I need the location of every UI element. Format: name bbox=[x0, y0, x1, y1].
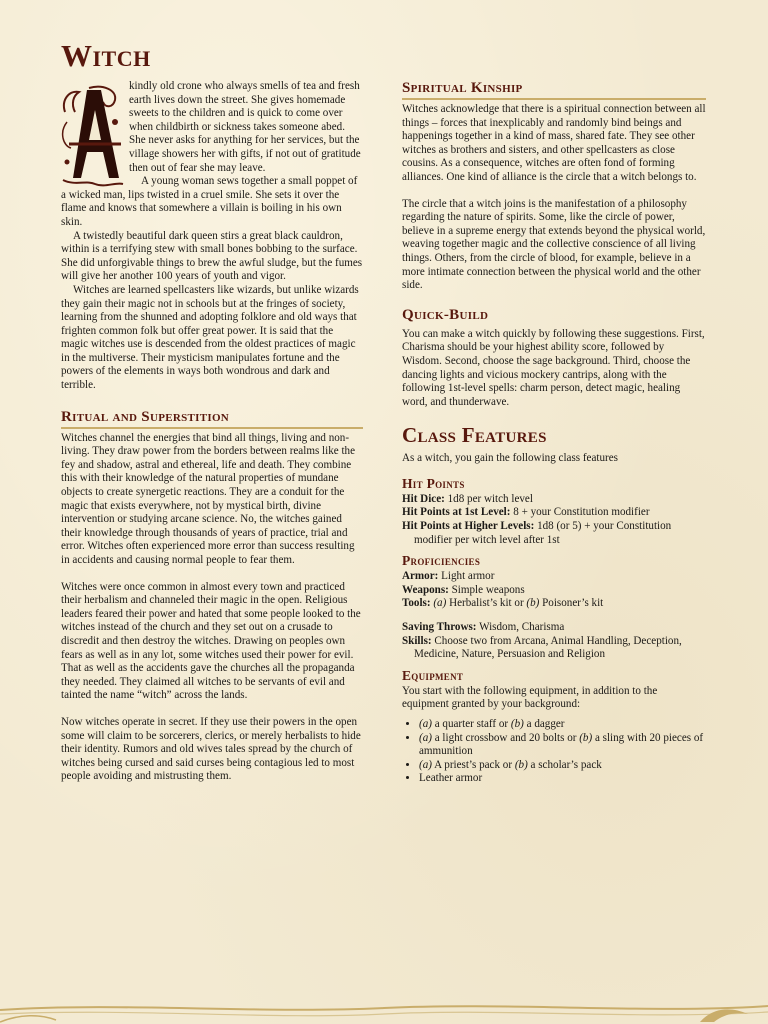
equipment-item-3-option-b-text: a scholar’s pack bbox=[527, 758, 602, 771]
saving-throws-label: Saving Throws: bbox=[402, 621, 477, 634]
kinship-heading: Spiritual Kinship bbox=[402, 80, 706, 100]
hp-first-level-line bbox=[402, 506, 706, 520]
equipment-intro: You start with the following equipment, in addition to the equipment granted by your background: bbox=[402, 684, 658, 711]
equipment-item-3-option-a: (a) bbox=[419, 758, 432, 771]
hit-dice-label: Hit Dice: bbox=[402, 492, 445, 505]
class-features-heading: Class Features bbox=[402, 423, 547, 448]
equipment-heading: Equipment bbox=[402, 667, 464, 683]
equipment-item-2-option-b-text: a sling with 20 pieces of ammunition bbox=[419, 731, 704, 758]
hp-first-level-value: 8 + your Constitution modifier bbox=[510, 506, 650, 519]
equipment-item-1-option-b: (b) bbox=[510, 718, 524, 730]
hp-higher-levels-label: Hit Points at Higher Levels: bbox=[402, 520, 535, 533]
page-title: Witch bbox=[61, 38, 151, 73]
saving-throws-value: Wisdom, Charisma bbox=[476, 621, 565, 634]
armor-value: Light armor bbox=[438, 570, 495, 583]
quick-build-text: You can make a witch quickly by following these suggestions. First, Charisma should be your highest ability score, followed by Wisdom. Second, choose the sage background. Third, choose the dancing lights and vicious mockery cantrips, along with the following 1st-level spells: charm person, detect magic, healing word, and thunderwave. bbox=[402, 327, 705, 408]
equipment-list bbox=[402, 718, 706, 786]
tools-label: Tools: bbox=[402, 597, 431, 610]
equipment-item-3-option-b: (b) bbox=[514, 758, 528, 771]
equipment-item-1-option-b-text: a dagger bbox=[523, 718, 565, 730]
footer-border-ornament bbox=[0, 984, 768, 1024]
intro-paragraph-2: A young woman sews together a small poppet of a wicked man, lips twisted in a cruel smile. She sets it over the flame and knows that somewhere a villain is boiling in his own skin. bbox=[61, 175, 358, 228]
equipment-item-3-option-a-text: A priest’s pack or bbox=[431, 758, 515, 771]
equipment-item bbox=[419, 772, 706, 786]
hp-first-level-label: Hit Points at 1st Level: bbox=[402, 506, 511, 519]
equipment-item-2-option-a: (a) bbox=[419, 731, 432, 744]
weapons-value: Simple weapons bbox=[448, 583, 525, 596]
weapons-label: Weapons: bbox=[402, 583, 449, 596]
intro-paragraph-1: kindly old crone who always smells of tea and fresh earth lives down the street. She gives homemade sweets to the children and is quick to come over when childbirth or sickness takes someone abed. She never asks for anything for her services, but the village showers her with gifts, if not out of gratitude then out of fear she may leave. bbox=[129, 80, 361, 174]
ritual-heading: Ritual and Superstition bbox=[61, 409, 363, 429]
dropcap-letter-a-icon bbox=[59, 82, 125, 188]
skills-label: Skills: bbox=[402, 634, 432, 647]
equipment-item-4-text: Leather armor bbox=[419, 772, 483, 785]
kinship-paragraph-2: The circle that a witch joins is the manifestation of a philosophy regarding the nature of spirits. Some, like the circle of power, believe in a supreme energy that extends beyond the physical world, weaving together magic and the collective conscience of all living things. Others, from the circle of blood, for example, believe in a more intimate connection between the physical world and the other side. bbox=[402, 197, 706, 292]
left-column bbox=[61, 80, 363, 784]
armor-line bbox=[402, 570, 706, 584]
hit-dice-value: 1d8 per witch level bbox=[444, 492, 533, 505]
tools-option-a: (a) bbox=[433, 597, 447, 610]
equipment-item-2-option-a-text: a light crossbow and 20 bolts or bbox=[431, 731, 580, 744]
intro-paragraph-4: Witches are learned spellcasters like wizards, but unlike wizards they gain their magic not in schools but at the fringes of society, learning from the shunned and adopting folklore and old ways that frighten common folk but offer great power. It is said that the magic witches use is descended from the oldest practices of magic in the multiverse. Their mysticism manipulates fortune and the powers of the elements in ways both wondrous and dark and terrible. bbox=[61, 283, 359, 392]
hp-higher-levels-line bbox=[402, 520, 706, 547]
kinship-paragraph-1: Witches acknowledge that there is a spiritual connection between all things – forces that inexplicably and randomly bind beings and happenings together in a kind of mass, shared fate. They see other witches as brothers and sisters, and other spellcasters as close cousins. As a consequence, witches are often fond of forming alliances. One kind of alliance is the circle that a witch belongs to. bbox=[402, 103, 706, 183]
hit-dice-line bbox=[402, 493, 706, 507]
intro-section bbox=[61, 80, 363, 393]
equipment-item bbox=[419, 718, 706, 732]
skills-line bbox=[402, 635, 706, 662]
equipment-item-1-option-a-text: a quarter staff or bbox=[431, 718, 511, 730]
class-features-intro: As a witch, you gain the following class features bbox=[402, 452, 618, 465]
tools-option-b-text: Poisoner’s kit bbox=[539, 597, 604, 610]
ritual-paragraph-3: Now witches operate in secret. If they use their powers in the open some will claim to be sorcerers, clerics, or merely herbalists to hide their identity. Rumors and old wives tales spread by the church of witches being cursed and said curses being contagious led to most people avoiding and mistrusting them. bbox=[61, 715, 361, 783]
equipment-item bbox=[419, 759, 706, 773]
equipment-item-1-option-a: (a) bbox=[419, 718, 432, 730]
equipment-item-2-option-b: (b) bbox=[579, 731, 593, 744]
armor-label: Armor: bbox=[402, 570, 439, 583]
ritual-paragraph-2: Witches were once common in almost every town and practiced their herbalism and channeled their magic in the open. Religious leaders feared their power and hated that some people looked to the witches instead of the church and they set out on a crusade to discredit and then destroy the witches. Drawing on peoples own fears as well as in any lot, some witches used their power for evil. That as well as the accidents gave the churches all the propaganda they needed. They claimed all witches to be servants of evil and tainted the name “witch” across the lands. bbox=[61, 580, 361, 702]
saving-throws-line bbox=[402, 621, 706, 635]
tools-option-b: (b) bbox=[526, 597, 540, 610]
intro-paragraph-3: A twistedly beautiful dark queen stirs a great black cauldron, within is a terrifying stew with small bones bobbing to the surface. She did unforgivable things to brew the awful sludge, but the fumes will give her another 100 years of youth and vigor. bbox=[61, 229, 363, 283]
quick-build-heading: Quick-Build bbox=[402, 306, 489, 323]
hp-higher-levels-value: 1d8 (or 5) + your Constitution modifier per witch level after 1st bbox=[414, 520, 672, 546]
skills-value: Choose two from Arcana, Animal Handling, Deception, Medicine, Nature, Persuasion and Religion bbox=[414, 634, 682, 661]
ritual-paragraph-1: Witches channel the energies that bind all things, living and non-living. They draw power from the borders between realms like the fey and shadow, astral and ethereal, life and death. They combine this with their knowledge of the natural properties of mundane objects to create synergetic reactions. They are a conduit for the magic that exists everywhere, not by mystical birth, divine intervention or studying arcane science. No, the witches gained their knowledge through thousands of years of practice, trial and error. Witches often experienced more error than success resulting in accidents and causing normal people to fear them. bbox=[61, 431, 355, 566]
hit-points-heading: Hit Points bbox=[402, 475, 465, 491]
proficiencies-heading: Proficiencies bbox=[402, 553, 481, 569]
equipment-item bbox=[419, 732, 706, 759]
tools-line bbox=[402, 597, 706, 611]
tools-option-a-text: Herbalist’s kit or bbox=[446, 597, 527, 610]
weapons-line bbox=[402, 584, 706, 598]
right-column bbox=[402, 80, 706, 786]
